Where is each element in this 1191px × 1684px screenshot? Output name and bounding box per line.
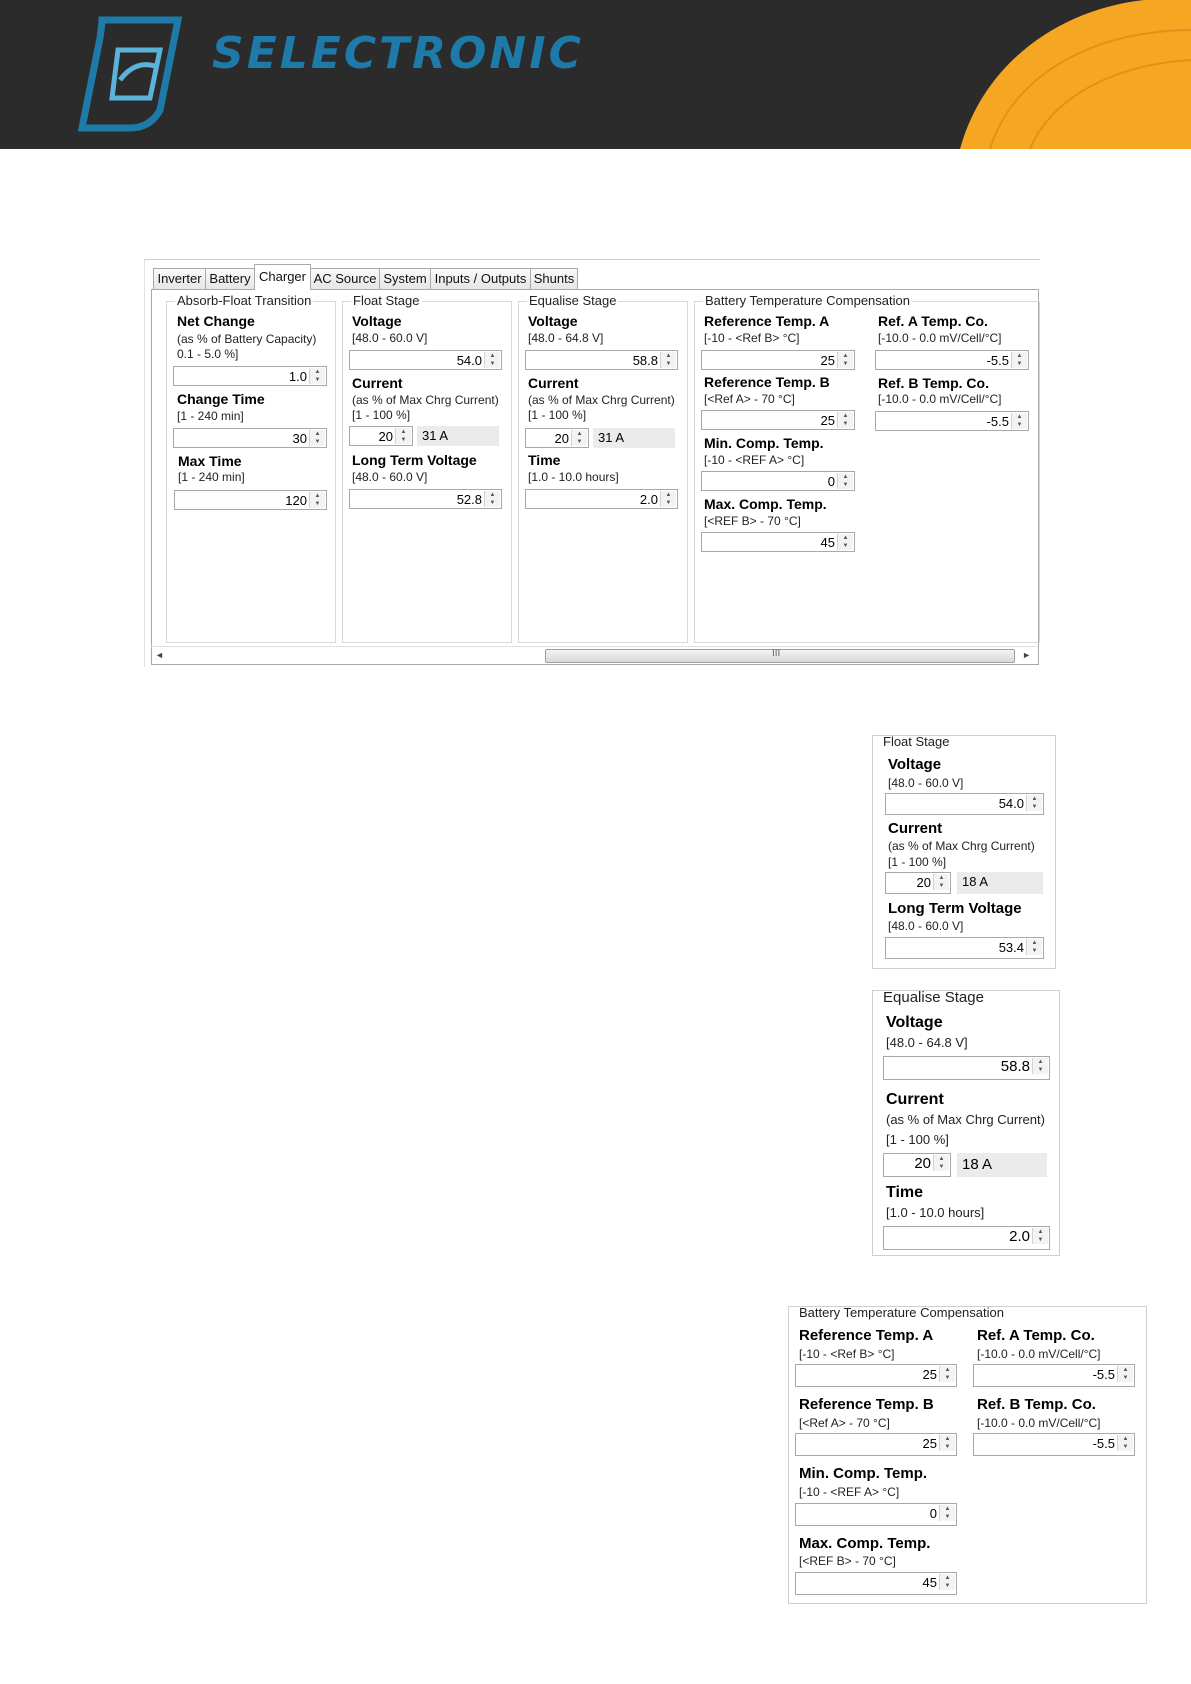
tab-battery[interactable]: Battery — [205, 268, 255, 289]
spinner-value: 20 — [914, 1155, 931, 1172]
float-voltage-label: Voltage — [352, 313, 402, 329]
spinner-arrows-icon[interactable]: ▲ ▼ — [837, 352, 853, 368]
spinner-arrows-icon[interactable]: ▲ ▼ — [1032, 1228, 1048, 1244]
panel-title: Float Stage — [883, 734, 950, 749]
spinner-value: 54.0 — [456, 353, 482, 368]
float-stage-zoom-panel — [872, 735, 1056, 969]
spinner-value: 25 — [820, 353, 835, 368]
spinner-arrows-icon[interactable]: ▲ ▼ — [1026, 939, 1042, 955]
equalise-current-spinner[interactable] — [883, 1153, 951, 1177]
spinner-value: 25 — [922, 1367, 937, 1382]
change-time-range: [1 - 240 min] — [177, 409, 244, 423]
spinner-value: 20 — [916, 875, 931, 890]
spinner-value: 58.8 — [1000, 1058, 1030, 1075]
panel-title: Equalise Stage — [883, 989, 984, 1006]
header-decoration — [0, 0, 1191, 149]
ref-a-temp-co-label: Ref. A Temp. Co. — [977, 1327, 1095, 1344]
spinner-arrows-icon[interactable]: ▲ ▼ — [484, 352, 500, 368]
page-header — [0, 0, 1191, 149]
float-current-range: [1 - 100 %] — [888, 855, 947, 869]
max-time-label: Max Time — [178, 453, 242, 469]
equalise-stage-group — [518, 293, 688, 643]
long-term-voltage-label: Long Term Voltage — [888, 900, 1022, 917]
ref-temp-b-range: [<Ref A> - 70 °C] — [799, 1416, 890, 1430]
min-comp-temp-range: [-10 - <REF A> °C] — [704, 453, 805, 467]
spinner-arrows-icon[interactable]: ▲ ▼ — [837, 534, 853, 550]
spinner-arrows-icon[interactable]: ▲ ▼ — [484, 491, 500, 507]
ref-a-temp-co-range: [-10.0 - 0.0 mV/Cell/°C] — [878, 331, 1002, 345]
ref-temp-b-spinner[interactable] — [795, 1433, 957, 1456]
ref-temp-b-label: Reference Temp. B — [799, 1396, 934, 1413]
spinner-value: 25 — [820, 413, 835, 428]
ref-a-temp-co-label: Ref. A Temp. Co. — [878, 313, 988, 329]
max-comp-temp-range: [<REF B> - 70 °C] — [704, 514, 801, 528]
spinner-value: 52.8 — [456, 492, 482, 507]
equalise-current-hint: (as % of Max Chrg Current) — [528, 393, 675, 407]
spinner-arrows-icon[interactable]: ▲ ▼ — [309, 430, 325, 446]
ref-temp-a-spinner[interactable] — [701, 350, 855, 370]
ref-temp-b-spinner[interactable] — [701, 410, 855, 430]
max-time-range: [1 - 240 min] — [178, 470, 245, 484]
equalise-current-label: Current — [886, 1091, 944, 1108]
float-current-spinner[interactable] — [885, 872, 951, 894]
equalise-current-label: Current — [528, 375, 579, 391]
ref-b-temp-co-label: Ref. B Temp. Co. — [977, 1396, 1096, 1413]
panel-title: Battery Temperature Compensation — [799, 1305, 1004, 1320]
equalise-voltage-range: [48.0 - 64.8 V] — [528, 331, 604, 345]
max-comp-temp-label: Max. Comp. Temp. — [704, 496, 827, 512]
tab-ac-source[interactable]: AC Source — [310, 268, 380, 289]
ref-temp-b-range: [<Ref A> - 70 °C] — [704, 392, 795, 406]
float-current-amps: 31 A — [417, 426, 499, 446]
spinner-arrows-icon[interactable]: ▲ ▼ — [660, 352, 676, 368]
float-voltage-range: [48.0 - 60.0 V] — [352, 331, 428, 345]
spinner-value: 2.0 — [639, 492, 658, 507]
float-voltage-spinner[interactable] — [349, 350, 502, 370]
spinner-value: 0 — [929, 1506, 937, 1521]
max-comp-temp-label: Max. Comp. Temp. — [799, 1535, 931, 1552]
long-term-voltage-label: Long Term Voltage — [352, 452, 477, 468]
spinner-value: 45 — [820, 535, 835, 550]
change-time-label: Change Time — [177, 391, 265, 407]
change-time-spinner[interactable] — [173, 428, 327, 448]
grip-icon: III — [772, 648, 781, 659]
spinner-arrows-icon[interactable]: ▲ ▼ — [837, 473, 853, 489]
equalise-voltage-label: Voltage — [528, 313, 578, 329]
spinner-value: -5.5 — [986, 414, 1009, 429]
spinner-arrows-icon[interactable]: ▲ ▼ — [933, 1155, 949, 1171]
equalise-time-label: Time — [528, 452, 561, 468]
scroll-right-icon[interactable]: ► — [1022, 650, 1031, 660]
max-time-spinner[interactable] — [174, 490, 327, 510]
equalise-time-label: Time — [886, 1184, 924, 1201]
equalise-current-amps: 18 A — [957, 1153, 1047, 1177]
long-term-voltage-range: [48.0 - 60.0 V] — [888, 919, 964, 933]
spinner-value: 30 — [292, 431, 307, 446]
spinner-value: 1.0 — [288, 369, 307, 384]
orange-swoosh-shape — [960, 0, 1191, 149]
float-voltage-range: [48.0 - 60.0 V] — [888, 776, 964, 790]
spinner-arrows-icon[interactable]: ▲ ▼ — [1117, 1366, 1133, 1382]
spinner-value: 20 — [554, 431, 569, 446]
tab-inputs-outputs[interactable]: Inputs / Outputs — [430, 268, 531, 289]
absorb-float-group — [166, 293, 336, 643]
ref-temp-a-label: Reference Temp. A — [799, 1327, 934, 1344]
float-current-spinner[interactable] — [349, 426, 413, 446]
max-comp-temp-spinner[interactable] — [795, 1572, 957, 1595]
spinner-arrows-icon[interactable]: ▲ ▼ — [309, 368, 325, 384]
spinner-value: -5.5 — [1092, 1367, 1115, 1382]
spinner-arrows-icon[interactable]: ▲ ▼ — [571, 430, 587, 446]
spinner-value: 58.8 — [632, 353, 658, 368]
long-term-voltage-range: [48.0 - 60.0 V] — [352, 470, 428, 484]
spinner-arrows-icon[interactable]: ▲ ▼ — [309, 492, 325, 508]
equalise-voltage-spinner[interactable] — [525, 350, 678, 370]
ref-temp-a-range: [-10 - <Ref B> °C] — [704, 331, 800, 345]
ref-temp-a-range: [-10 - <Ref B> °C] — [799, 1347, 895, 1361]
float-current-label: Current — [352, 375, 403, 391]
max-comp-temp-range: [<REF B> - 70 °C] — [799, 1554, 896, 1568]
brand-wordmark: SELECTRONIC — [212, 28, 584, 79]
group-title: Absorb-Float Transition — [177, 293, 312, 308]
spinner-arrows-icon[interactable]: ▲ ▼ — [939, 1505, 955, 1521]
ref-a-temp-co-range: [-10.0 - 0.0 mV/Cell/°C] — [977, 1347, 1101, 1361]
net-change-label: Net Change — [177, 313, 255, 329]
equalise-time-spinner[interactable] — [525, 489, 678, 509]
net-change-spinner[interactable] — [173, 366, 327, 386]
max-comp-temp-spinner[interactable] — [701, 532, 855, 552]
equalise-voltage-spinner[interactable] — [883, 1056, 1050, 1080]
float-current-label: Current — [888, 820, 943, 837]
min-comp-temp-range: [-10 - <REF A> °C] — [799, 1485, 900, 1499]
min-comp-temp-spinner[interactable] — [795, 1503, 957, 1526]
spinner-arrows-icon[interactable]: ▲ ▼ — [660, 491, 676, 507]
float-stage-group — [342, 293, 512, 643]
ref-temp-a-spinner[interactable] — [795, 1364, 957, 1387]
spinner-arrows-icon[interactable]: ▲ ▼ — [1117, 1435, 1133, 1451]
tab-charger[interactable]: Charger — [254, 264, 311, 290]
min-comp-temp-spinner[interactable] — [701, 471, 855, 491]
float-voltage-label: Voltage — [888, 756, 942, 773]
ref-a-temp-co-spinner[interactable] — [875, 350, 1029, 370]
spinner-value: 54.0 — [998, 796, 1024, 811]
net-change-hint: (as % of Battery Capacity) — [177, 332, 317, 346]
equalise-current-hint: (as % of Max Chrg Current) — [886, 1112, 1045, 1127]
equalise-time-range: [1.0 - 10.0 hours] — [886, 1205, 985, 1220]
ref-b-temp-co-range: [-10.0 - 0.0 mV/Cell/°C] — [977, 1416, 1101, 1430]
spinner-value: -5.5 — [1092, 1436, 1115, 1451]
float-current-range: [1 - 100 %] — [352, 408, 411, 422]
spinner-arrows-icon[interactable]: ▲ ▼ — [1026, 795, 1042, 811]
equalise-time-spinner[interactable] — [883, 1226, 1050, 1250]
spinner-arrows-icon[interactable]: ▲ ▼ — [395, 428, 411, 444]
equalise-stage-zoom-panel — [872, 990, 1060, 1256]
spinner-arrows-icon[interactable]: ▲ ▼ — [933, 874, 949, 890]
ref-b-temp-co-range: [-10.0 - 0.0 mV/Cell/°C] — [878, 392, 1002, 406]
ref-b-temp-co-spinner[interactable] — [973, 1433, 1135, 1456]
equalise-voltage-range: [48.0 - 64.8 V] — [886, 1035, 968, 1050]
spinner-arrows-icon[interactable]: ▲ ▼ — [1011, 352, 1027, 368]
spinner-arrows-icon[interactable]: ▲ ▼ — [939, 1574, 955, 1590]
ref-a-temp-co-spinner[interactable] — [973, 1364, 1135, 1387]
group-title: Equalise Stage — [529, 293, 617, 308]
spinner-value: 25 — [922, 1436, 937, 1451]
battery-temp-comp-group — [694, 293, 1040, 643]
float-current-hint: (as % of Max Chrg Current) — [352, 393, 499, 407]
horizontal-scrollbar[interactable] — [151, 646, 1037, 663]
spinner-arrows-icon[interactable]: ▲ ▼ — [1032, 1058, 1048, 1074]
equalise-current-range: [1 - 100 %] — [886, 1132, 949, 1147]
spinner-value: 120 — [285, 493, 307, 508]
spinner-arrows-icon[interactable]: ▲ ▼ — [939, 1366, 955, 1382]
float-current-hint: (as % of Max Chrg Current) — [888, 839, 1035, 853]
tab-shunts[interactable]: Shunts — [530, 268, 578, 289]
min-comp-temp-label: Min. Comp. Temp. — [799, 1465, 928, 1482]
spinner-arrows-icon[interactable]: ▲ ▼ — [1011, 413, 1027, 429]
charger-tab-panel — [151, 289, 1039, 665]
group-title: Battery Temperature Compensation — [705, 293, 910, 308]
ref-temp-b-label: Reference Temp. B — [704, 374, 830, 390]
float-current-amps: 18 A — [957, 872, 1043, 894]
scroll-left-icon[interactable]: ◄ — [155, 650, 164, 660]
tab-inverter[interactable]: Inverter — [153, 268, 206, 289]
spinner-value: 53.4 — [998, 940, 1024, 955]
selectronic-logo-icon — [82, 20, 178, 128]
spinner-value: 0 — [827, 474, 835, 489]
spinner-arrows-icon[interactable]: ▲ ▼ — [939, 1435, 955, 1451]
spinner-value: 2.0 — [1009, 1228, 1030, 1245]
spinner-value: 20 — [378, 429, 393, 444]
spinner-value: -5.5 — [986, 353, 1009, 368]
equalise-current-range: [1 - 100 %] — [528, 408, 587, 422]
ref-temp-a-label: Reference Temp. A — [704, 313, 830, 329]
float-voltage-spinner[interactable] — [885, 793, 1044, 815]
tab-system[interactable]: System — [379, 268, 431, 289]
equalise-current-amps: 31 A — [593, 428, 675, 448]
net-change-range: 0.1 - 5.0 %] — [177, 347, 239, 361]
ref-b-temp-co-label: Ref. B Temp. Co. — [878, 375, 989, 391]
equalise-voltage-label: Voltage — [886, 1014, 943, 1031]
equalise-time-range: [1.0 - 10.0 hours] — [528, 470, 619, 484]
ref-b-temp-co-spinner[interactable] — [875, 411, 1029, 431]
equalise-current-spinner[interactable] — [525, 428, 589, 448]
scrollbar-thumb[interactable] — [545, 649, 1015, 663]
battery-temp-comp-zoom-panel — [788, 1306, 1147, 1604]
spinner-arrows-icon[interactable]: ▲ ▼ — [837, 412, 853, 428]
long-term-voltage-spinner[interactable] — [349, 489, 502, 509]
long-term-voltage-spinner[interactable] — [885, 937, 1044, 959]
group-title: Float Stage — [353, 293, 420, 308]
charger-settings-window — [144, 259, 1040, 667]
spinner-value: 45 — [922, 1575, 937, 1590]
min-comp-temp-label: Min. Comp. Temp. — [704, 435, 824, 451]
